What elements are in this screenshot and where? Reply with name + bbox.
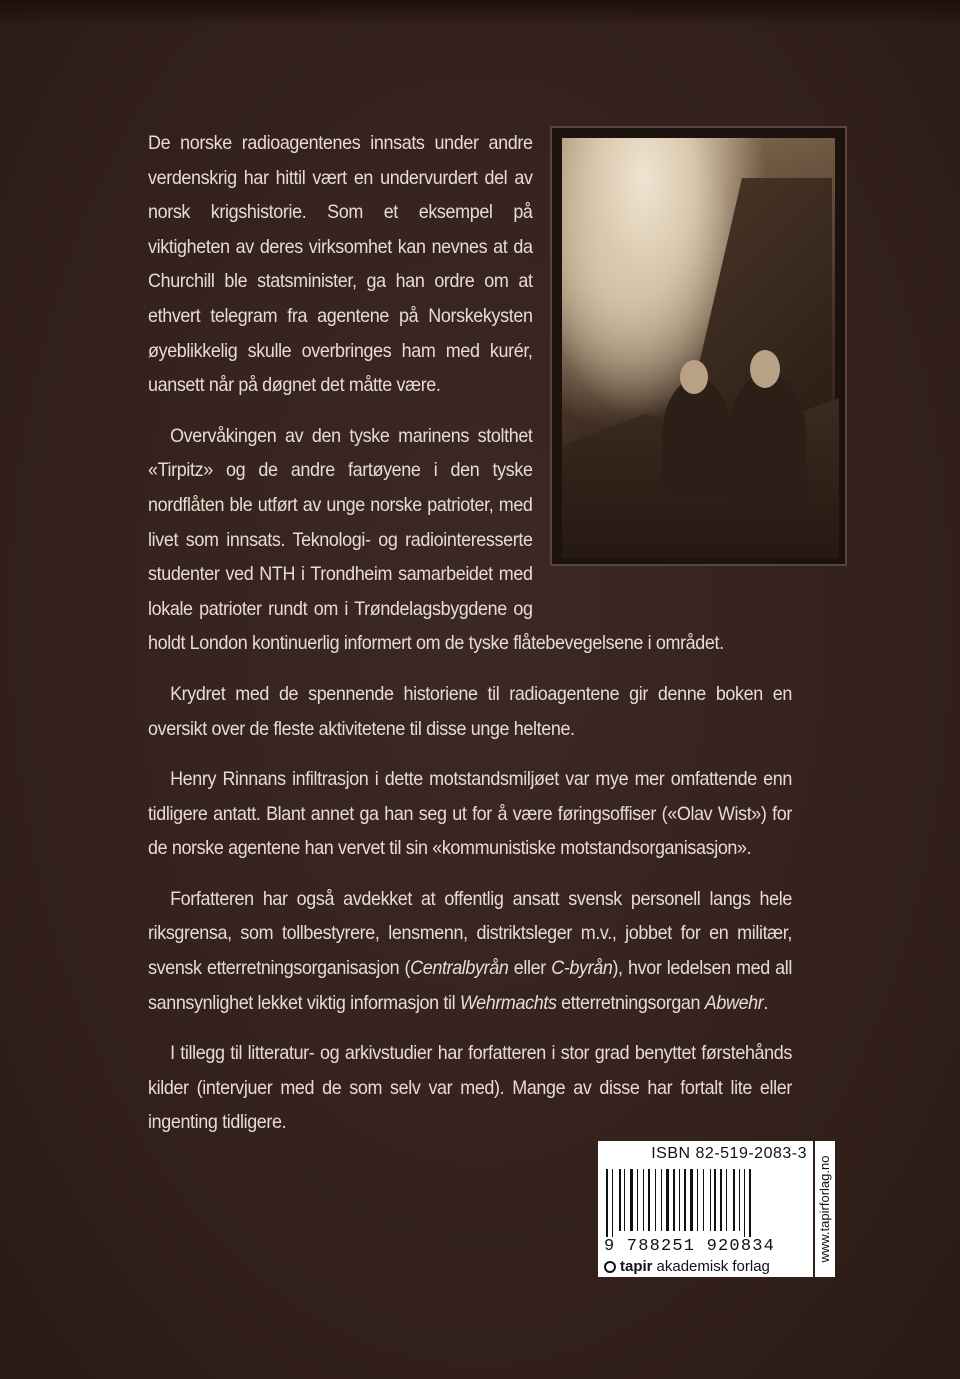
barcode-bar bbox=[643, 1169, 644, 1231]
barcode-bar bbox=[637, 1169, 638, 1231]
photo-person-right bbox=[727, 373, 807, 513]
publisher-name-rest: akademisk forlag bbox=[656, 1258, 770, 1275]
barcode-bar bbox=[630, 1169, 633, 1231]
barcode-bar bbox=[744, 1169, 745, 1237]
barcode-bar bbox=[655, 1169, 656, 1231]
barcode-bar bbox=[612, 1169, 613, 1237]
barcode-bar bbox=[648, 1169, 650, 1231]
p5-text-c: ), hvor ledelsen med all sannsynlighet lekket viktig informasjon til bbox=[148, 957, 792, 1014]
p5-text-b: eller bbox=[508, 957, 552, 980]
barcode-label bbox=[598, 1141, 813, 1277]
barcode-bar bbox=[624, 1169, 625, 1231]
p5-text-a: Forfatteren har også avdekket at offentlig ansatt svensk personell langs hele riksgrensa, som tollbestyrere, lensmenn, distriktsleger m.v., jobbet for en militær, svensk etterretningsorganisasjon ( bbox=[148, 887, 792, 980]
barcode-bar bbox=[690, 1169, 693, 1231]
barcode-bars bbox=[604, 1169, 807, 1237]
publisher-url: www.tapirforlag.no bbox=[817, 1155, 832, 1263]
photo-face-left bbox=[680, 360, 708, 394]
barcode-bar bbox=[714, 1169, 716, 1231]
isbn-text: ISBN 82-519-2083-3 bbox=[651, 1145, 807, 1162]
paragraph-6: I tillegg til litteratur- og arkivstudier har forfatteren i stor grad benyttet førstehånds kilder (intervjuer med de som selv var med). Mange av disse har fortalt lite eller ingenting tidligere. bbox=[148, 1042, 792, 1134]
tapir-logo-icon bbox=[604, 1261, 616, 1273]
barcode-bar bbox=[679, 1169, 680, 1231]
url-strip bbox=[815, 1141, 835, 1277]
photo-face-right bbox=[750, 350, 780, 388]
paragraph-3: Krydret med de spennende historiene til radioagentene gir denne boken en oversikt over de fleste aktivitetene til disse unge heltene. bbox=[148, 682, 792, 740]
barcode-digits: 9 788251 920834 bbox=[604, 1237, 776, 1256]
p5-text-e: . bbox=[763, 991, 769, 1014]
p5-em-abwehr: Abwehr bbox=[704, 991, 764, 1014]
p5-em-c-byran: C-byrån bbox=[551, 957, 613, 980]
p5-text-d: etterretningsorgan bbox=[556, 991, 705, 1014]
cover-top-edge bbox=[0, 0, 960, 26]
barcode-bar bbox=[703, 1169, 704, 1231]
barcode-bar bbox=[684, 1169, 686, 1231]
barcode-bar bbox=[710, 1169, 711, 1231]
barcode-bar bbox=[606, 1169, 608, 1237]
publisher-logo bbox=[604, 1257, 807, 1277]
paragraph-4: Henry Rinnans infiltrasjon i dette motstandsmiljøet var mye mer omfattende enn tidligere antatt. Blant annet ga han seg ut for å være føringsoffiser («Olav Wist») for de norske agentene han vervet til sin «kommunistiske motstandsorganisasjon». bbox=[148, 768, 792, 860]
barcode-bar bbox=[720, 1169, 722, 1231]
paragraph-2: Overvåkingen av den tyske marinens stolthet «Tirpitz» og de andre fartøyene i den tyske nordflåten ble utført av unge norske patrioter, med livet som innsats. Teknologi- og radiointeresserte studenter ved NTH i Trondheim samarbeidet med lokale patrioter rundt om i Trøndelagsbygdene og holdt London kontinuerlig informert om de tyske flåtebevegelsene i området. bbox=[148, 424, 724, 655]
barcode-bar bbox=[749, 1169, 751, 1237]
cover-photo bbox=[550, 126, 847, 566]
paragraph-1: De norske radioagentenes innsats under andre verdenskrig har hittil vært en undervurdert del av norsk krigshistorie. Som et eksempel på viktigheten av deres virksomhet kan nevnes at da Churchill ble statsminister, ga han ordre om at ethvert telegram fra agentene på Norskekysten øyeblikkelig skulle overbringes ham med kurér, uansett når på døgnet det måtte være. bbox=[148, 132, 533, 397]
p5-em-centralbyran: Centralbyrån bbox=[410, 957, 509, 980]
publisher-name-bold: tapir bbox=[620, 1258, 653, 1275]
barcode-bar bbox=[666, 1169, 669, 1231]
p5-em-wehrmachts: Wehrmachts bbox=[459, 991, 557, 1014]
paragraph-5 bbox=[148, 882, 792, 1020]
barcode-bar bbox=[619, 1169, 621, 1231]
barcode-bar bbox=[733, 1169, 735, 1231]
photo-image bbox=[562, 138, 835, 554]
barcode-bar bbox=[697, 1169, 698, 1231]
photo-person-left bbox=[662, 378, 732, 498]
barcode-bar bbox=[739, 1169, 740, 1231]
barcode-bar bbox=[661, 1169, 662, 1231]
barcode-bar bbox=[673, 1169, 675, 1231]
barcode-bar bbox=[726, 1169, 727, 1231]
